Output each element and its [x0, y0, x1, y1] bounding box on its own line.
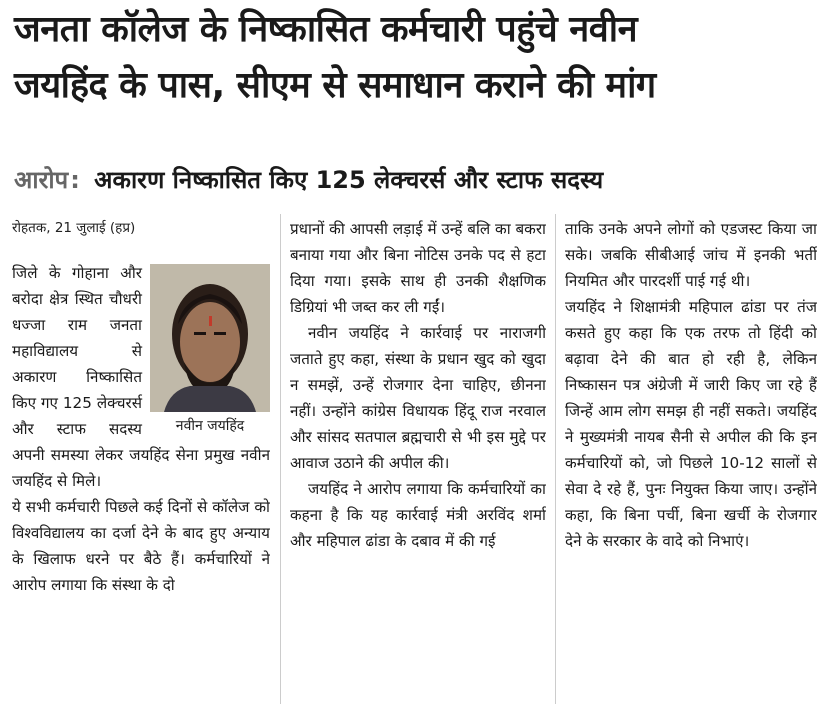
- column-divider: [555, 214, 556, 704]
- paragraph: ताकि उनके अपने लोगों को एडजस्ट किया जा सके। जबकि सीबीआई जांच में इनकी भर्ती नियमित और पारदर्शी पाई गई थी।: [565, 220, 817, 290]
- photo-caption: नवीन जयहिंद: [175, 418, 245, 434]
- article-column-2: [290, 216, 546, 706]
- headline-line-2: जयहिंद के पास, सीएम से समाधान कराने की मांग: [14, 65, 656, 106]
- paragraph: ये सभी कर्मचारी पिछले कई दिनों से कॉलेज को विश्वविद्यालय का दर्जा देने के बाद हुए अन्याय के खिलाफ धरने पर बैठे हैं। कर्मचारियों ने आरोप लगाया कि संस्था के दो: [12, 498, 270, 594]
- headline-line-1: जनता कॉलेज के निष्कासित कर्मचारी पहुंचे नवीन: [14, 9, 638, 50]
- paragraph: नवीन जयहिंद ने कार्रवाई पर नाराजगी जताते हुए कहा, संस्था के प्रधान खुद को खुदा न समझें, उन्हें रोजगार देना चाहिए, छीनना नहीं। उन्होंने कांग्रेस विधायक हिंदू राज नरवाल और सांसद सतपाल ब्रह्मचारी से भी इस मुद्दे पर आवाज उठाने की अपील की।: [290, 324, 546, 472]
- paragraph: जिले के गोहाना और बरोदा क्षेत्र स्थित चौधरी धज्जा राम जनता महाविद्यालय से अकारण निष्कासित किए गए 125 लेक्चरर्स और स्टाफ सदस्य अपनी समस्या लेकर जयहिंद सेना प्रमुख नवीन जयहिंद से मिले।: [12, 264, 270, 490]
- portrait-photo: [150, 264, 270, 412]
- subhead-separator: :: [70, 166, 80, 194]
- column-divider: [280, 214, 281, 704]
- subheadline: [14, 160, 814, 200]
- article-column-3: [565, 216, 817, 706]
- headline: [14, 2, 814, 114]
- dateline: रोहतक, 21 जुलाई (हप्र): [12, 220, 136, 236]
- article-column-1: [12, 216, 270, 706]
- photo-figure: [150, 264, 270, 438]
- paragraph: जयहिंद ने आरोप लगाया कि कर्मचारियों का कहना है कि यह कार्रवाई मंत्री अरविंद शर्मा और महिपाल ढांडा के दबाव में की गई: [290, 480, 546, 550]
- subhead-label: आरोप: [14, 166, 69, 194]
- paragraph: जयहिंद ने शिक्षामंत्री महिपाल ढांडा पर तंज कसते हुए कहा कि एक तरफ तो हिंदी को बढ़ावा देने की बात हो रही है, लेकिन निष्कासन पत्र अंग्रेजी में जारी किए जा रहे हैं जिन्हें आम लोग समझ ही नहीं सकते। जयहिंद ने मुख्यमंत्री नायब सैनी से अपील की कि इन कर्मचारियों को, जो पिछले 10-12 सालों से सेवा दे रहे हैं, पुनः नियुक्त किया जाए। उन्होंने कहा, कि बिना पर्ची, बिना खर्ची के रोजगार देने के सरकार के वादे को निभाएं।: [565, 298, 817, 550]
- paragraph: प्रधानों की आपसी लड़ाई में उन्हें बलि का बकरा बनाया गया और बिना नोटिस उनके पद से हटा दिया गया। इसके साथ ही उनकी शैक्षणिक डिग्रियां भी जब्त कर ली गईं।: [290, 220, 546, 316]
- subhead-text: अकारण निष्कासित किए 125 लेक्चरर्स और स्टाफ सदस्य: [94, 166, 604, 194]
